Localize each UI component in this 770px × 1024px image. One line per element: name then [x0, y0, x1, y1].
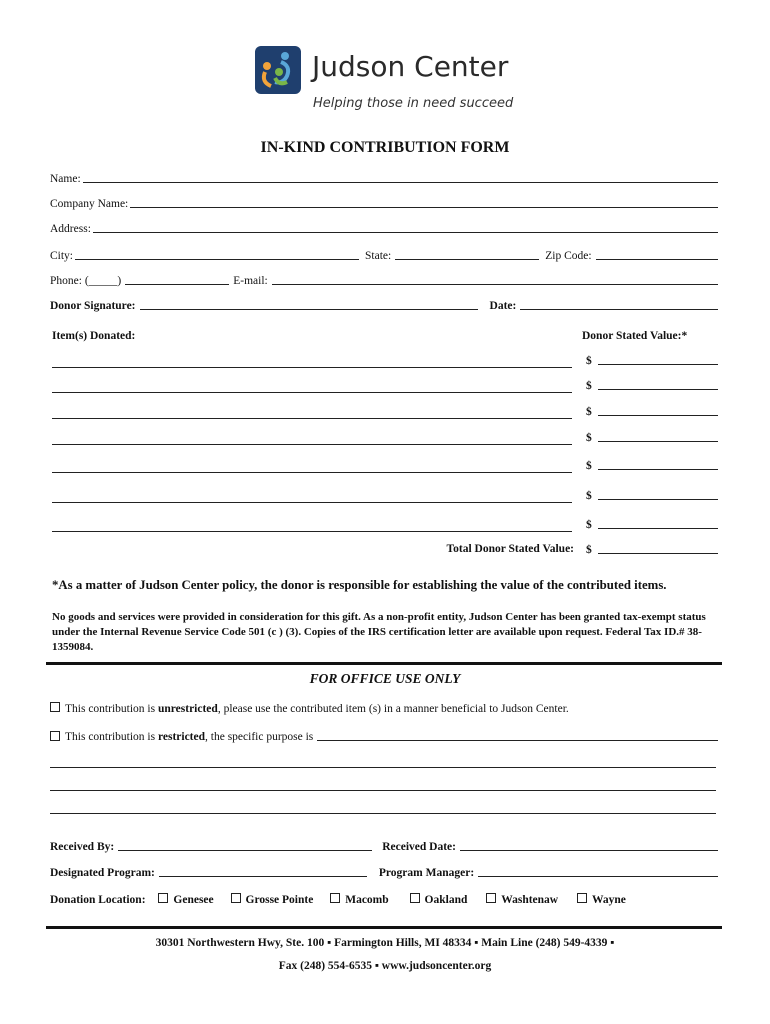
value-entry[interactable]: [586, 431, 718, 444]
dollar-sign: $: [586, 432, 592, 444]
org-name: Judson Center: [312, 50, 509, 83]
dollar-sign: $: [586, 460, 592, 472]
name-row: [50, 172, 718, 185]
date-field[interactable]: [520, 299, 718, 310]
disclaimer: No goods and services were provided in consideration for this gift. As a non-profit entity, Judson Center has been granted tax-exempt status under the Internal Revenue Service Code 501 (c ) (3). Copies of the IRS certification letter are available upon request. Federal Tax ID.# 38-1359084.: [52, 611, 706, 653]
purpose-line[interactable]: [50, 813, 716, 814]
value-entry[interactable]: [586, 489, 718, 502]
state-label: State:: [365, 250, 392, 262]
phone-email-row: [50, 273, 718, 287]
city-label: City:: [50, 250, 74, 262]
total-label: Total Donor Stated Value:: [446, 543, 574, 555]
restricted-text-pre: This contribution is: [65, 731, 158, 743]
restricted-text-post: , the specific purpose is: [205, 731, 314, 743]
location-option-wayne[interactable]: Wayne: [577, 894, 626, 906]
purpose-line[interactable]: [50, 790, 716, 791]
unrestricted-checkbox[interactable]: [50, 702, 60, 712]
footer-contact: Fax (248) 554-6535 ▪ www.judsoncenter.org: [278, 960, 492, 972]
checkbox-icon[interactable]: [231, 893, 241, 903]
item-line[interactable]: [52, 418, 572, 419]
city-state-zip-row: [50, 248, 718, 262]
company-row: [50, 197, 718, 210]
phone-field[interactable]: [125, 273, 229, 285]
designated-program-field[interactable]: [159, 865, 367, 877]
signature-row: [50, 298, 718, 312]
received-date-field[interactable]: [460, 840, 718, 851]
item-line[interactable]: [52, 367, 572, 368]
address-row: [50, 222, 718, 235]
location-option-macomb[interactable]: Macomb: [330, 894, 388, 906]
form-title: IN-KIND CONTRIBUTION FORM: [260, 139, 510, 156]
judson-center-logo-icon: [255, 46, 301, 94]
signature-field[interactable]: [140, 298, 478, 310]
program-manager-label: Program Manager:: [378, 867, 475, 879]
item-line[interactable]: [52, 531, 572, 532]
value-entry[interactable]: [586, 379, 718, 392]
checkbox-icon[interactable]: [486, 893, 496, 903]
checkbox-icon[interactable]: [410, 893, 420, 903]
unrestricted-option[interactable]: [50, 702, 569, 715]
value-entry[interactable]: [586, 459, 718, 472]
restricted-checkbox[interactable]: [50, 731, 60, 741]
value-entry[interactable]: [586, 354, 718, 367]
email-label: E-mail:: [233, 275, 268, 287]
received-row: [50, 839, 718, 853]
total-value-entry[interactable]: [586, 543, 718, 556]
tagline: Helping those in need succeed: [313, 96, 514, 111]
email-field[interactable]: [272, 274, 718, 285]
dollar-sign: $: [586, 406, 592, 418]
company-field[interactable]: [130, 197, 718, 208]
donation-location-label: Donation Location:: [50, 894, 146, 906]
restricted-option: [50, 730, 718, 743]
company-label: Company Name:: [50, 198, 129, 210]
location-option-oakland[interactable]: Oakland: [410, 894, 468, 906]
zip-label: Zip Code:: [545, 250, 592, 262]
restricted-text-bold: restricted: [157, 731, 206, 743]
checkbox-icon[interactable]: [577, 893, 587, 903]
dollar-sign: $: [586, 355, 592, 367]
phone-label: Phone: (_____): [50, 275, 122, 287]
donation-location-row: [50, 893, 626, 906]
dollar-sign: $: [586, 380, 592, 392]
signature-label: Donor Signature:: [50, 300, 136, 312]
item-line[interactable]: [52, 392, 572, 393]
state-field[interactable]: [395, 248, 539, 260]
name-field[interactable]: [83, 172, 718, 183]
date-label: Date:: [489, 300, 517, 312]
office-heading: FOR OFFICE USE ONLY: [309, 671, 461, 686]
name-label: Name:: [50, 173, 81, 185]
dollar-sign: $: [586, 544, 592, 556]
item-line[interactable]: [52, 444, 572, 445]
received-date-label: Received Date:: [382, 841, 456, 853]
checkbox-icon[interactable]: [330, 893, 340, 903]
unrestricted-text-post: , please use the contributed item (s) in a manner beneficial to Judson Center.: [217, 703, 569, 715]
dollar-sign: $: [586, 519, 592, 531]
program-row: [50, 865, 718, 879]
location-option-washtenaw[interactable]: Washtenaw: [486, 894, 558, 906]
designated-program-label: Designated Program:: [50, 867, 155, 879]
item-line[interactable]: [52, 502, 572, 503]
value-entry[interactable]: [586, 518, 718, 531]
program-manager-field[interactable]: [478, 866, 718, 877]
divider: [46, 662, 722, 665]
location-option-genesee[interactable]: Genesee: [158, 894, 213, 906]
item-line[interactable]: [52, 472, 572, 473]
location-option-grosse-pointe[interactable]: Grosse Pointe: [231, 894, 314, 906]
value-entry[interactable]: [586, 405, 718, 418]
value-header: Donor Stated Value:*: [582, 330, 688, 342]
dollar-sign: $: [586, 490, 592, 502]
address-field[interactable]: [93, 222, 718, 233]
logo: [255, 46, 301, 94]
zip-field[interactable]: [596, 249, 718, 260]
policy-note: *As a matter of Judson Center policy, the donor is responsible for establishing the value of the contributed items.: [52, 578, 667, 592]
received-by-field[interactable]: [118, 839, 372, 851]
address-label: Address:: [50, 223, 91, 235]
purpose-line[interactable]: [50, 767, 716, 768]
restricted-purpose-field[interactable]: [317, 730, 718, 741]
items-header: Item(s) Donated:: [52, 330, 136, 342]
checkbox-icon[interactable]: [158, 893, 168, 903]
unrestricted-text-pre: This contribution is: [65, 703, 158, 715]
footer-divider: [46, 926, 722, 929]
footer-address: 30301 Northwestern Hwy, Ste. 100 ▪ Farmington Hills, MI 48334 ▪ Main Line (248) 549-4339 ▪: [155, 937, 615, 949]
city-field[interactable]: [75, 248, 359, 260]
received-by-label: Received By:: [50, 841, 115, 853]
unrestricted-text-bold: unrestricted: [157, 703, 218, 715]
